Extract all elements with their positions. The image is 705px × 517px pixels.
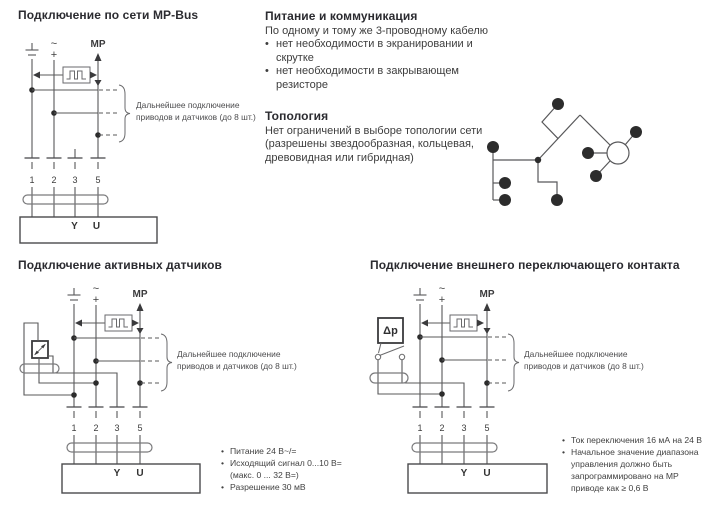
bullet-marker bbox=[562, 446, 571, 494]
further-connection-label2: приводов и датчиков (до 8 шт.) bbox=[136, 112, 256, 122]
terminal-number-3: 3 bbox=[114, 423, 120, 433]
mp-label: MP bbox=[132, 289, 148, 300]
list-item bbox=[221, 469, 379, 481]
arrow-up-icon bbox=[137, 303, 144, 311]
cable-sleeve bbox=[412, 443, 497, 452]
terminal-y-label: Y bbox=[460, 468, 468, 479]
topology-junction bbox=[535, 157, 541, 163]
sensors-notes bbox=[221, 445, 379, 493]
sensor-wiring bbox=[20, 323, 117, 407]
further-connection-label2: приводов и датчиков (до 8 шт.) bbox=[524, 361, 644, 371]
topology-node bbox=[630, 126, 642, 138]
dp-switch-icon bbox=[375, 318, 404, 360]
list-item bbox=[221, 481, 379, 493]
brace bbox=[119, 85, 130, 142]
list-item bbox=[221, 457, 379, 469]
topology-node bbox=[552, 98, 564, 110]
bullet-text: (макс. 0 ... 32 В=) bbox=[230, 470, 299, 480]
actuator-box bbox=[20, 217, 157, 243]
bullet-marker bbox=[221, 481, 230, 493]
further-connection-label: Дальнейшее подключение bbox=[524, 349, 628, 359]
bullet-marker bbox=[562, 434, 571, 446]
topology-node bbox=[582, 147, 594, 159]
terminal-number-3: 3 bbox=[461, 423, 467, 433]
power-title: Питание и коммуникация bbox=[265, 9, 418, 23]
list-item bbox=[562, 434, 705, 446]
topology-block bbox=[265, 110, 503, 165]
plus-symbol: + bbox=[438, 294, 446, 306]
arrow-up-icon bbox=[95, 53, 102, 61]
ground-icon bbox=[26, 43, 39, 55]
terminal-number-5: 5 bbox=[484, 423, 490, 433]
terminal-number-1: 1 bbox=[71, 423, 77, 433]
topology-node bbox=[499, 177, 511, 189]
terminal-number-5: 5 bbox=[137, 423, 143, 433]
terminal-leads bbox=[74, 435, 140, 464]
bullet-text: нет необходимости в экранировании и скрутке bbox=[276, 38, 473, 64]
further-connection-label: Дальнейшее подключение bbox=[136, 100, 240, 110]
bullet-marker bbox=[265, 38, 276, 65]
topology-hub bbox=[607, 142, 629, 164]
topology-text: Нет ограничений в выборе топологии сети (разрешены звездообразная, кольцевая, древовидная или гибридная) bbox=[265, 124, 483, 164]
list-item bbox=[265, 38, 497, 65]
mp-label: MP bbox=[90, 39, 106, 50]
list-item bbox=[265, 65, 497, 92]
heading-sensors: Подключение активных датчиков bbox=[18, 258, 223, 272]
bullet-text: Исходящий сигнал 0...10 В= bbox=[230, 458, 342, 468]
terminal-number-3: 3 bbox=[72, 175, 78, 185]
mpbus-diagram bbox=[15, 33, 255, 248]
power-intro: По одному и тому же 3-проводному кабелю bbox=[265, 24, 489, 37]
plus-symbol: + bbox=[50, 49, 58, 61]
pulse-converter-icon bbox=[33, 67, 102, 86]
ac-symbol: ~ bbox=[92, 283, 100, 295]
heading-mpbus: Подключение по сети MP-Bus bbox=[18, 8, 199, 22]
bullet-marker bbox=[221, 445, 230, 457]
power-communication-block bbox=[265, 10, 497, 92]
pulse-converter-icon bbox=[75, 315, 144, 334]
arrow-up-icon bbox=[484, 303, 491, 311]
bullet-text: Разрешение 30 мВ bbox=[230, 482, 306, 492]
terminal-number-1: 1 bbox=[29, 175, 35, 185]
topology-title: Топология bbox=[265, 109, 329, 123]
bus-junctions bbox=[29, 87, 119, 138]
mp-label: MP bbox=[479, 289, 495, 300]
bus-junctions bbox=[71, 335, 161, 386]
terminal-number-2: 2 bbox=[93, 423, 99, 433]
terminal-breaks bbox=[413, 407, 495, 418]
cable-sleeve bbox=[67, 443, 152, 452]
sensor-icon bbox=[32, 341, 48, 358]
topology-node bbox=[590, 170, 602, 182]
bus-junctions bbox=[417, 334, 508, 386]
switch-notes bbox=[562, 434, 705, 494]
terminal-u-label: U bbox=[483, 468, 491, 479]
contact-terminal bbox=[375, 354, 380, 359]
ground-icon bbox=[414, 288, 427, 300]
terminal-y-label: Y bbox=[71, 221, 78, 232]
terminal-number-5: 5 bbox=[95, 175, 101, 185]
terminal-leads bbox=[32, 187, 98, 217]
cable-sleeve bbox=[23, 195, 108, 204]
list-item bbox=[562, 446, 705, 494]
terminal-number-2: 2 bbox=[439, 423, 445, 433]
actuator-box bbox=[408, 464, 547, 493]
brace bbox=[161, 334, 172, 391]
terminal-breaks bbox=[67, 407, 148, 418]
topology-diagram bbox=[481, 86, 666, 216]
ground-icon bbox=[68, 288, 81, 300]
switch-wiring bbox=[370, 360, 464, 407]
list-item bbox=[221, 445, 379, 457]
bullet-marker bbox=[221, 469, 230, 481]
bullet-text: нет необходимости в закрывающем резисторе bbox=[276, 65, 459, 91]
topology-node bbox=[499, 194, 511, 206]
terminal-number-1: 1 bbox=[417, 423, 423, 433]
heading-switch: Подключение внешнего переключающего контакта bbox=[370, 258, 680, 272]
terminal-y-label: Y bbox=[113, 468, 121, 479]
terminal-u-label: U bbox=[136, 468, 144, 479]
bullet-text: Ток переключения 16 мА на 24 В bbox=[571, 435, 703, 445]
topology-node bbox=[551, 194, 563, 206]
bullet-marker bbox=[221, 457, 230, 469]
terminal-leads bbox=[420, 435, 487, 464]
actuator-box bbox=[62, 464, 200, 493]
terminal-breaks bbox=[25, 158, 106, 169]
bullet-marker bbox=[265, 65, 276, 92]
further-connection-label: Дальнейшее подключение bbox=[177, 349, 281, 359]
bullet-text: Питание 24 В~/= bbox=[230, 446, 297, 456]
terminal-u-label: U bbox=[92, 221, 101, 232]
further-connection-label2: приводов и датчиков (до 8 шт.) bbox=[177, 361, 297, 371]
plus-symbol: + bbox=[92, 294, 100, 306]
dp-label: Δp bbox=[383, 325, 398, 337]
ac-symbol: ~ bbox=[50, 38, 58, 50]
terminal-number-2: 2 bbox=[51, 175, 57, 185]
pulse-converter-icon bbox=[421, 315, 491, 334]
bullet-text: Начальное значение диапазона управления должно быть запрограммировано на MP приводе как ≥ 0,6 В bbox=[571, 447, 699, 493]
topology-edges bbox=[493, 104, 636, 200]
ac-symbol: ~ bbox=[438, 283, 446, 295]
topology-node bbox=[487, 141, 499, 153]
brace bbox=[508, 334, 519, 391]
contact-terminal bbox=[399, 354, 404, 359]
